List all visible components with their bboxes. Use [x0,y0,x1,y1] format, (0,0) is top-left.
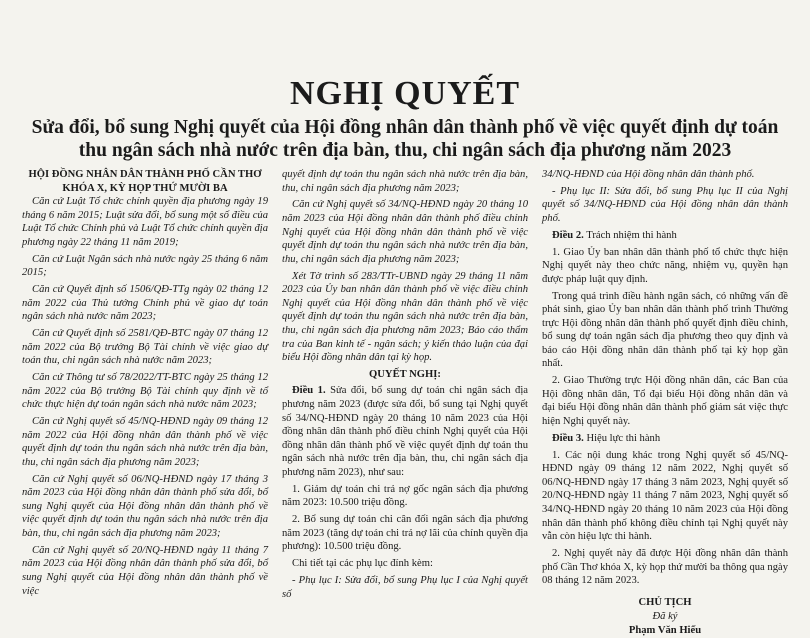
text-columns [22,168,788,638]
resolution-heading: QUYẾT NGHỊ: [369,368,441,380]
document-title: NGHỊ QUYẾT [289,75,521,112]
subtitle-line-1: Sửa đổi, bổ sung Nghị quyết của Hội đồng nhân dân thành phố về việc quyết định dự toán [31,117,779,138]
article-1-text: Sửa đổi, bổ sung dự toán chi ngân sách địa phương năm 2023 (được sửa đổi, bổ sung tại Nghị quyết số 34/NQ-HĐND ngày 20 tháng 10 năm 2023 của Hội đồng nhân dân thành phố điều chỉnh Nghị quyết của Hội đồng nhân dân thành phố về việc quyết định dự toán thu ngân sách nhà nước trên địa bàn, thu, chi ngân sách địa phương năm 2023), như sau: [282,385,528,479]
column-2 [282,168,528,638]
appendix-intro: Chi tiết tại các phụ lục đính kèm: [292,558,433,570]
article-3-text: Hiệu lực thi hành [586,432,661,444]
appendix-2: - Phụ lục II: Sửa đổi, bổ sung Phụ lục II của Nghị quyết số 34/NQ-HĐND của Hội đồng nhân dân thành phố. [542,185,788,224]
column-3 [542,168,788,638]
article-2-note: Trong quá trình điều hành ngân sách, có những vấn đề phát sinh, giao Ủy ban nhân dân thành phố trình Thường trực Hội đồng nhân dân thành phố quyết định điều chỉnh, bổ sung dự toán ngân sách địa phương theo quy định và báo cáo Hội đồng nhân dân thành phố tại kỳ họp gần nhất. [542,290,788,370]
legal-basis-8-cont: quyết định dự toán thu ngân sách nhà nước trên địa bàn, thu, chi ngân sách địa phương năm 2023; [282,169,528,194]
article-1-item-2: 2. Bổ sung dự toán chi cân đối ngân sách địa phương năm 2023 (tăng dự toán chi trả nợ lãi của chính quyền địa phương): 10.500 triệu đồng. [282,514,528,553]
article-3 [542,432,788,446]
subtitle-line-2: thu ngân sách nhà nước trên địa bàn, thu, chi ngân sách địa phương năm 2023 [78,140,732,161]
legal-basis-6: Căn cứ Nghị quyết số 45/NQ-HĐND ngày 09 tháng 12 năm 2022 của Hội đồng nhân dân thành phố về việc quyết định dự toán thu ngân sách nhà nước trên địa bàn, thu, chi ngân sách địa phương năm 2023; [22,416,268,468]
article-1-item-1: 1. Giảm dự toán chi trả nợ gốc ngân sách địa phương năm 2023: 10.500 triệu đồng. [282,483,528,509]
article-3-item-1: 1. Các nội dung khác trong Nghị quyết số 45/NQ-HĐND ngày 09 tháng 12 năm 2022, Nghị quyết số 06/NQ-HĐND ngày 17 tháng 3 năm 2023, Nghị quyết số 20/NQ-HĐND ngày 11 tháng 7 năm 2023, Nghị quyết số 34/NQ-HĐND ngày 20 tháng 10 năm 2023 của Hội đồng nhân dân thành phố không điều chỉnh tại Nghị quyết này vẫn còn hiệu lực thi hành. [542,449,788,543]
article-1-label: Điều 1. [292,385,326,397]
signature-block [542,596,788,638]
article-2 [542,229,788,243]
article-2-item-1: 1. Giao Ủy ban nhân dân thành phố tổ chức thực hiện Nghị quyết này theo chức năng, nhiệm vụ, quyền hạn được pháp luật quy định. [542,246,788,285]
column-1 [22,168,268,638]
signed-note: Đã ký [652,610,678,622]
council-name: HỘI ĐỒNG NHÂN DÂN THÀNH PHỐ CẦN THƠ [28,169,262,180]
article-3-item-2: 2. Nghị quyết này đã được Hội đồng nhân dân thành phố Cần Thơ khóa X, kỳ họp thứ mười ba thông qua ngày 08 tháng 12 năm 2023. [542,547,788,587]
appendix-1-cont: 34/NQ-HĐND của Hội đồng nhân dân thành phố. [542,169,755,180]
legal-basis-4: Căn cứ Quyết định số 2581/QĐ-BTC ngày 07 tháng 12 năm 2022 của Bộ trưởng Bộ Tài chính về việc giao dự toán thu, chi ngân sách nhà nước năm 2023; [22,328,268,367]
session-name: KHÓA X, KỲ HỌP THỨ MƯỜI BA [62,182,228,194]
article-2-text: Trách nhiệm thi hành [586,229,677,241]
legal-basis-7: Căn cứ Nghị quyết số 06/NQ-HĐND ngày 17 tháng 3 năm 2023 của Hội đồng nhân dân thành phố sửa đổi, bổ sung Nghị quyết của Hội đồng nhân dân thành phố về việc quyết định dự toán thu ngân sách nhà nước trên địa bàn, thu, chi ngân sách địa phương năm 2023; [22,473,268,539]
legal-basis-3: Căn cứ Quyết định số 1506/QĐ-TTg ngày 02 tháng 12 năm 2022 của Thủ tướng Chính phủ về giao dự toán ngân sách nhà nước năm 2023; [22,284,268,323]
signer-title: CHỦ TỊCH [638,596,692,608]
document-subtitle [22,116,788,162]
legal-basis-9: Căn cứ Nghị quyết số 34/NQ-HĐND ngày 20 tháng 10 năm 2023 của Hội đồng nhân dân thành phố điều chỉnh Nghị quyết của Hội đồng nhân dân thành phố về việc quyết định dự toán thu ngân sách nhà nước trên địa bàn, thu, chi ngân sách địa phương năm 2023; [282,199,528,265]
appendix-1: - Phụ lục I: Sửa đổi, bổ sung Phụ lục I của Nghị quyết số [282,574,528,600]
article-1 [282,384,528,479]
article-2-label: Điều 2. [552,229,584,241]
legal-basis-1: Căn cứ Luật Tổ chức chính quyền địa phương ngày 19 tháng 6 năm 2015; Luật sửa đổi, bổ sung một số điều của Luật Tổ chức Chính phủ và Luật Tổ chức chính quyền địa phương ngày 22 tháng 11 năm 2019; [22,196,268,248]
legal-basis-8: Căn cứ Nghị quyết số 20/NQ-HĐND ngày 11 tháng 7 năm 2023 của Hội đồng nhân dân thành phố sửa đổi, bổ sung Nghị quyết của Hội đồng nhân dân thành phố về việc [22,544,268,597]
article-3-label: Điều 3. [552,432,584,444]
article-2-item-2: 2. Giao Thường trực Hội đồng nhân dân, các Ban của Hội đồng nhân dân, Tổ đại biểu Hội đồng nhân dân và đại biểu Hội đồng nhân dân thành phố giám sát việc thực hiện Nghị quyết này. [542,375,788,428]
legal-basis-2: Căn cứ Luật Ngân sách nhà nước ngày 25 tháng 6 năm 2015; [22,253,268,279]
legal-basis-5: Căn cứ Thông tư số 78/2022/TT-BTC ngày 25 tháng 12 năm 2022 của Bộ trưởng Bộ Tài chính quy định về tổ chức thực hiện dự toán ngân sách nhà nước năm 2023; [22,372,268,411]
submission-review: Xét Tờ trình số 283/TTr-UBND ngày 29 tháng 11 năm 2023 của Ủy ban nhân dân thành phố về việc điều chỉnh Nghị quyết của Hội đồng nhân dân thành phố về việc quyết định dự toán thu ngân sách nhà nước trên địa bàn, thu, chi ngân sách địa phương năm 2023; Báo cáo thẩm tra của Ban kinh tế - ngân sách; ý kiến thảo luận của đại biểu Hội đồng nhân dân tại kỳ họp. [282,270,528,364]
signer-name: Phạm Văn Hiếu [628,624,702,636]
